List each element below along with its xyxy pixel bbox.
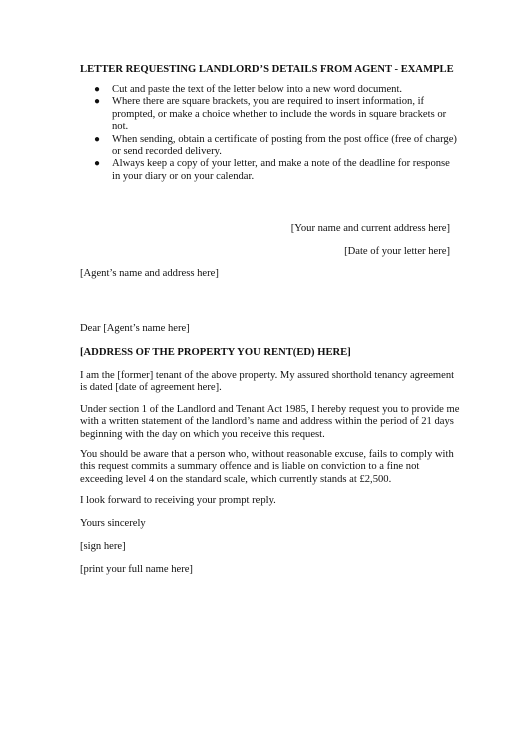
instruction-item (80, 158, 460, 183)
sender-address: [Your name and current address here] (290, 223, 450, 234)
instruction-item (80, 84, 460, 96)
paragraph-warning: You should be aware that a person who, without reasonable excuse, fails to comply with this request commits a summary offence and is liable on conviction to a fine not exceeding level 4 on the standard scale, which currently stands at £2,500. (80, 449, 454, 485)
bullet-icon: ● (94, 84, 101, 95)
instruction-item (80, 96, 460, 133)
instruction-text: When sending, obtain a certificate of posting from the post office (free of charge) or send recorded delivery. (112, 133, 457, 158)
instruction-text: Cut and paste the text of the letter below into a new word document. (112, 84, 403, 95)
property-heading: [ADDRESS OF THE PROPERTY YOU RENT(ED) HERE] (80, 347, 351, 358)
instruction-text: Where there are square brackets, you are required to insert information, if prompted, or make a choice whether to include the words in square brackets or not. (112, 96, 447, 133)
bullet-icon: ● (94, 96, 101, 108)
instruction-text: Always keep a copy of your letter, and make a note of the deadline for response in your diary or on your calendar. (112, 158, 450, 182)
signature-placeholder: [sign here] (80, 541, 126, 552)
document-title: LETTER REQUESTING LANDLORD’S DETAILS FROM AGENT - EXAMPLE (80, 64, 454, 75)
salutation: Dear [Agent’s name here] (80, 323, 190, 334)
paragraph-closing-remark: I look forward to receiving your prompt reply. (80, 495, 276, 506)
letter-date: [Date of your letter here] (344, 246, 450, 257)
paragraph-request: Under section 1 of the Landlord and Tenant Act 1985, I hereby request you to provide me with a written statement of the landlord’s name and address within the period of 21 days beginning with the day on which you receive this request. (80, 404, 460, 440)
instruction-item (80, 134, 460, 159)
bullet-icon: ● (94, 158, 101, 170)
printed-name-placeholder: [print your full name here] (80, 564, 193, 575)
paragraph-tenancy: I am the [former] tenant of the above property. My assured shorthold tenancy agreement is dated [date of agreement here]. (80, 370, 455, 394)
instructions-list (80, 84, 460, 183)
closing: Yours sincerely (80, 518, 146, 529)
agent-address: [Agent’s name and address here] (80, 268, 219, 279)
bullet-icon: ● (94, 133, 101, 145)
